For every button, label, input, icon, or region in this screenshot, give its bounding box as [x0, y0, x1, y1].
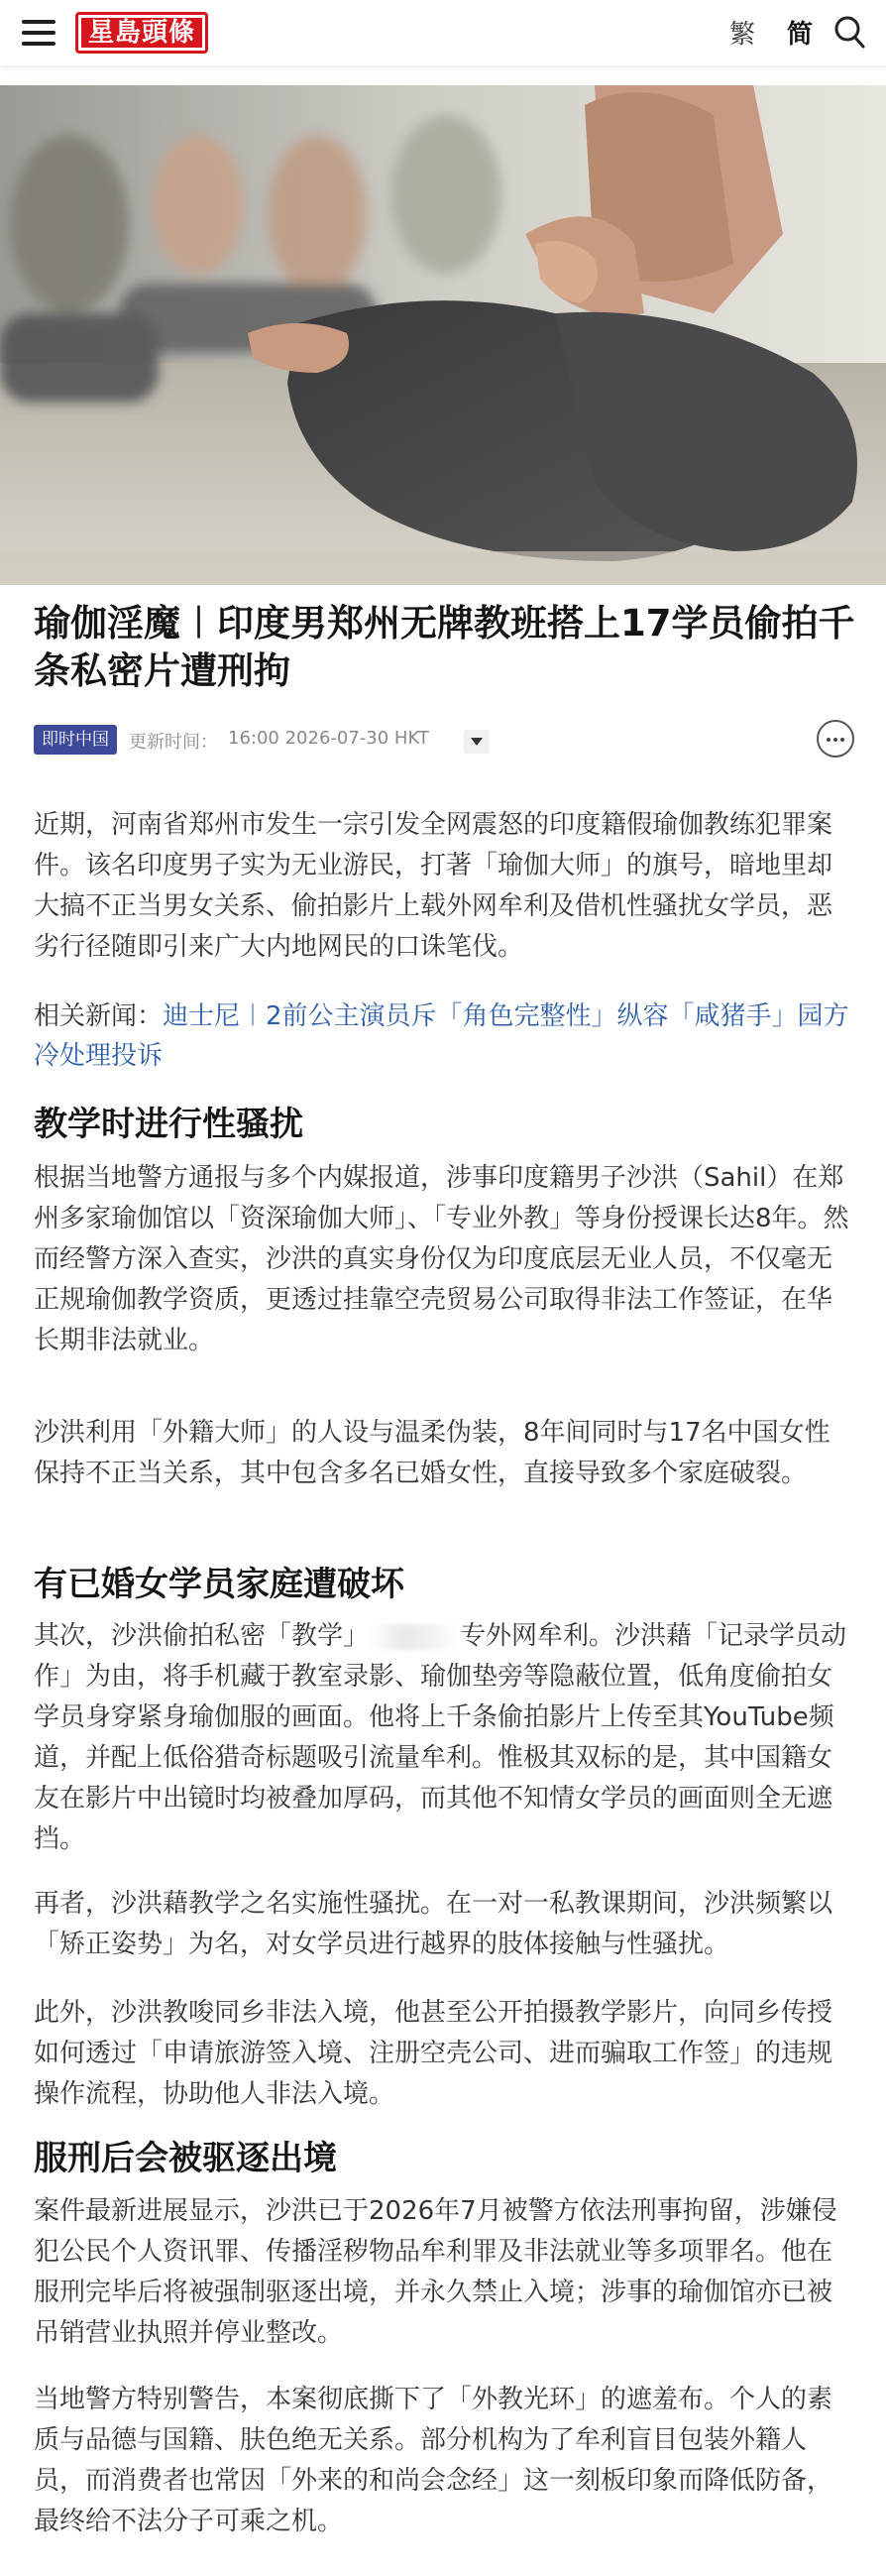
article-headline: 瑜伽淫魔︱印度男郑州无牌教班搭上17学员偷拍千条私密片遭刑拘 [34, 602, 855, 692]
section-heading: 有已婚女学员家庭遭破坏 [34, 1565, 404, 1604]
hero-image [0, 85, 886, 585]
logo-text: 星島頭條 [81, 18, 202, 48]
section-heading: 服刑后会被驱逐出境 [34, 2139, 337, 2178]
paragraph-text-end: 专外网牟利。沙洪藉「记录学员动作」为由，将手机藏于教室录影、瑜伽垫旁等隐蔽位置，低角度偷拍女学员身穿紧身瑜伽服的画面。他将上千条偷拍影片上传至其YouTube频道，并配上低俗猎奇标题吸引流量牟利。惟极其双标的是，其中国籍女友在影片中出镜时均被叠加厚码，而其他不知情女学员的画面则全无遮挡。 [34, 1621, 847, 1854]
site-logo[interactable] [75, 12, 208, 54]
related-news-link[interactable]: 迪士尼︱2前公主演员斥「角色完整性」纵容「咸猪手」园方冷处理投诉 [34, 1001, 849, 1071]
hamburger-menu-icon[interactable] [22, 20, 55, 46]
article-paragraph: 案件最新进展显示，沙洪已于2026年7月被警方依法刑事拘留，涉嫌侵犯公民个人资讯罪、传播淫秽物品牟利罪及非法就业等多项罪名。他在服刑完毕后将被强制驱逐出境，并永久禁止入境；涉事的瑜伽馆亦已被吊销营业执照并停业整改。 [34, 2196, 837, 2348]
article-paragraph: 沙洪利用「外籍大师」的人设与温柔伪装，8年间同时与17名中国女性保持不正当关系，其中包含多名已婚女性，直接导致多个家庭破裂。 [34, 1418, 831, 1488]
updated-label: 更新时间： [129, 732, 218, 753]
lang-simplified-button[interactable]: 简 [787, 20, 814, 50]
related-news-label: 相关新闻： [34, 1001, 164, 1031]
paragraph-text-start: 其次，沙洪偷拍私密「教学」 [34, 1621, 370, 1651]
article-paragraph: 根据当地警方通报与多个内媒报道，涉事印度籍男子沙洪（Sahil）在郑州多家瑜伽馆以「资深瑜伽大师」、「专业外教」等身份授课长达8年。然而经警方深入查实，沙洪的真实身份仅为印度底层无业人员，不仅毫无正规瑜伽教学资质，更透过挂靠空壳贸易公司取得非法工作签证，在华长期非法就业。 [34, 1163, 849, 1355]
search-icon[interactable] [832, 14, 866, 50]
article-paragraph: 当地警方特别警告，本案彻底撕下了「外教光环」的遮羞布。个人的素质与品德与国籍、肤色绝无关系。部分机构为了牟利盲目包装外籍人员，而消费者也常因「外来的和尚会念经」这一刻板印象而降低防备，最终给不法分子可乘之机。 [34, 2385, 833, 2536]
related-news [34, 996, 852, 1076]
article-paragraph: 近期，河南省郑州市发生一宗引发全网震怒的印度籍假瑜伽教练犯罪案件。该名印度男子实为无业游民，打著「瑜伽大师」的旗号，暗地里却大搞不正当男女关系、偷拍影片上载外网牟利及借机性骚扰女学员，恶劣行径随即引来广大内地网民的口诛笔伐。 [34, 810, 833, 962]
blurred-text [369, 1624, 460, 1650]
more-options-icon[interactable] [817, 720, 854, 758]
top-navigation-bar [0, 0, 886, 65]
article-paragraph: 此外，沙洪教唆同乡非法入境，他甚至公开拍摄教学影片，向同乡传授如何透过「申请旅游签入境、注册空壳公司、进而骗取工作签」的违规操作流程，协助他人非法入境。 [34, 1998, 833, 2109]
article-paragraph: 再者，沙洪藉教学之名实施性骚扰。在一对一私教课期间，沙洪频繁以「矫正姿势」为名，对女学员进行越界的肢体接触与性骚扰。 [34, 1889, 833, 1959]
chevron-down-icon[interactable] [464, 730, 490, 754]
updated-timestamp: 16:00 2026-07-30 HKT [228, 728, 429, 749]
category-badge[interactable]: 即时中国 [34, 725, 117, 755]
section-heading: 教学时进行性骚扰 [34, 1105, 303, 1144]
lang-traditional-button[interactable]: 繁 [729, 20, 756, 50]
article-paragraph [34, 1616, 852, 1860]
article-meta [34, 722, 856, 756]
